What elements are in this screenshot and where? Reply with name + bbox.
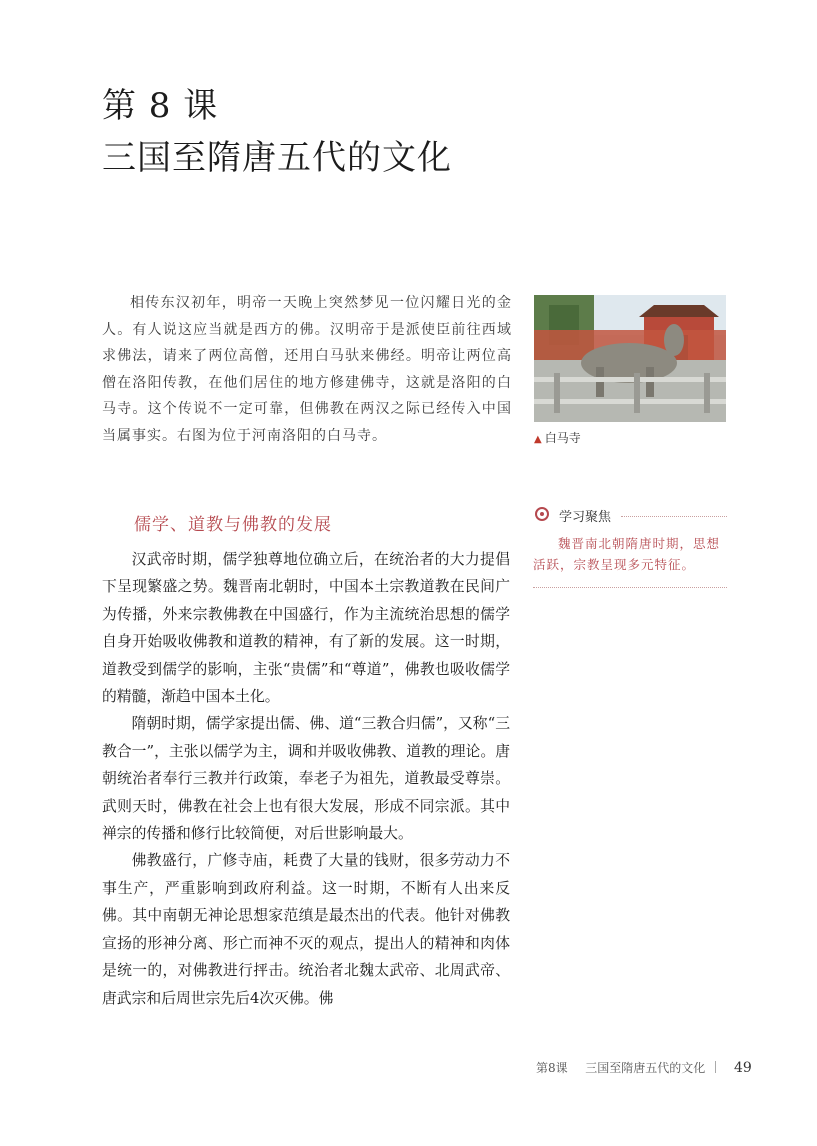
lesson-number: 第 8 课 [102, 86, 219, 126]
body-paragraph: 隋朝时期，儒学家提出儒、佛、道“三教合归儒”，又称“三教合一”，主张以儒学为主，调和并吸收佛教、道教的理论。唐朝统治者奉行三教并行政策，奉老子为祖先，道教最受尊崇。武则天时，佛教在社会上也有很大发展，形成不同宗派。其中禅宗的传播和修行比较简便，对后世影响最大。 [102, 715, 510, 843]
divider [621, 516, 727, 517]
intro-paragraph: 相传东汉初年，明帝一天晚上突然梦见一位闪耀日光的金人。有人说这应当就是西方的佛。汉明帝于是派使臣前往西域求佛法，请来了两位高僧，还用白马驮来佛经。明帝让两位高僧在洛阳传教，在他们居住的地方修建佛寺，这就是洛阳的白马寺。这个传说不一定可靠，但佛教在两汉之际已经传入中国当属事实。右图为位于河南洛阳的白马寺。 [102, 295, 512, 444]
study-focus-box [533, 503, 727, 588]
footer-lesson: 第8课 [536, 1061, 568, 1075]
lesson-title: 三国至隋唐五代的文化 [102, 138, 452, 178]
body-paragraph: 汉武帝时期，儒学独尊地位确立后，在统治者的大力提倡下呈现繁盛之势。魏晋南北朝时，中国本土宗教道教在民间广为传播，外来宗教佛教在中国盛行，作为主流统治思想的儒学自身开始吸收佛教和道教的精神，有了新的发展。这一时期，道教受到儒学的影响，主张“贵儒”和“尊道”，佛教也吸收儒学的精髓，渐趋中国本土化。 [102, 551, 510, 706]
footer-title: 三国至隋唐五代的文化 [585, 1061, 706, 1075]
section-heading: 儒学、道教与佛教的发展 [134, 515, 332, 535]
body-paragraph: 佛教盛行，广修寺庙，耗费了大量的钱财，很多劳动力不事生产，严重影响到政府利益。这一时期，不断有人出来反佛。其中南朝无神论思想家范缜是最杰出的代表。他针对佛教宣扬的形神分离、形亡而神不灭的观点，提出人的精神和肉体是统一的，对佛教进行抨击。统治者北魏太武帝、北周武帝、唐武宗和后周世宗先后4次灭佛。佛 [102, 852, 510, 1007]
page-footer [536, 1059, 752, 1076]
study-focus-header [533, 503, 727, 529]
target-icon [535, 507, 549, 521]
study-focus-label: 学习聚焦 [559, 510, 612, 525]
study-focus-text: 魏晋南北朝隋唐时期，思想活跃，宗教呈现多元特征。 [533, 533, 727, 588]
baima-temple-photo [534, 295, 726, 422]
page-number: 49 [733, 1060, 752, 1076]
photo-caption-text: 白马寺 [544, 431, 581, 445]
triangle-icon: ▲ [534, 434, 542, 445]
temple-illustration [534, 295, 726, 422]
section-body [102, 546, 510, 1012]
photo-caption [534, 429, 581, 446]
divider [715, 1061, 716, 1073]
